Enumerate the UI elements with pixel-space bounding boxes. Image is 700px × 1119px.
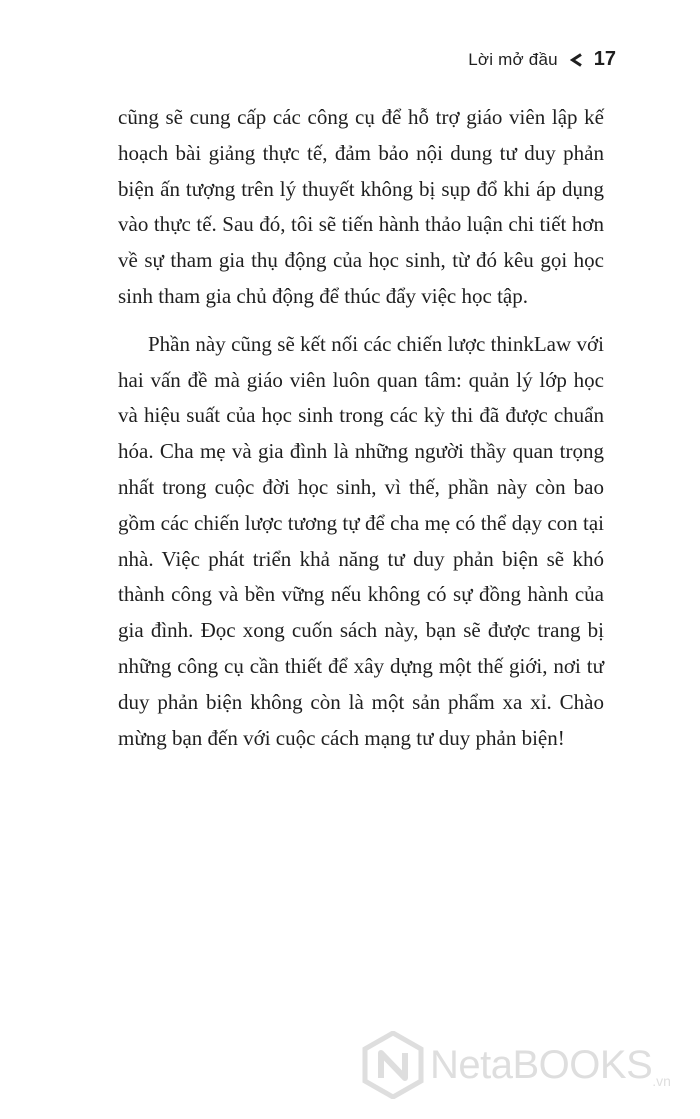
page-number: 17 — [593, 48, 616, 70]
section-title: Lời mở đầu — [468, 49, 558, 69]
netabooks-logo-icon — [362, 1031, 424, 1099]
watermark-suffix: .vn — [652, 1073, 671, 1089]
triangle-left-icon — [570, 53, 583, 67]
watermark — [362, 1031, 671, 1099]
watermark-brand: NetaBOOKS — [430, 1042, 653, 1087]
body-text — [118, 100, 604, 756]
paragraph-2: Phần này cũng sẽ kết nối các chiến lược thinkLaw với hai vấn đề mà giáo viên luôn quan tâm: quản lý lớp học và hiệu suất của học sinh trong các kỳ thi đã được chuẩn hóa. Cha mẹ và gia đình là những người thầy quan trọng nhất trong cuộc đời học sinh, vì thế, phần này còn bao gồm các chiến lược tương tự để cha mẹ có thể dạy con tại nhà. Việc phát triển khả năng tư duy phản biện sẽ khó thành công và bền vững nếu không có sự đồng hành của gia đình. Đọc xong cuốn sách này, bạn sẽ được trang bị những công cụ cần thiết để xây dựng một thế giới, nơi tư duy phản biện không còn là một sản phẩm xa xỉ. Chào mừng bạn đến với cuộc cách mạng tư duy phản biện! — [118, 331, 604, 750]
running-header — [468, 48, 616, 71]
paragraph-1: cũng sẽ cung cấp các công cụ để hỗ trợ giáo viên lập kế hoạch bài giảng thực tế, đảm bảo nội dung tư duy phản biện ấn tượng trên lý thuyết không bị sụp đổ khi áp dụng vào thực tế. Sau đó, tôi sẽ tiến hành thảo luận chi tiết hơn về sự tham gia thụ động của học sinh, từ đó kêu gọi học sinh tham gia chủ động để thúc đẩy việc học tập. — [118, 105, 604, 308]
